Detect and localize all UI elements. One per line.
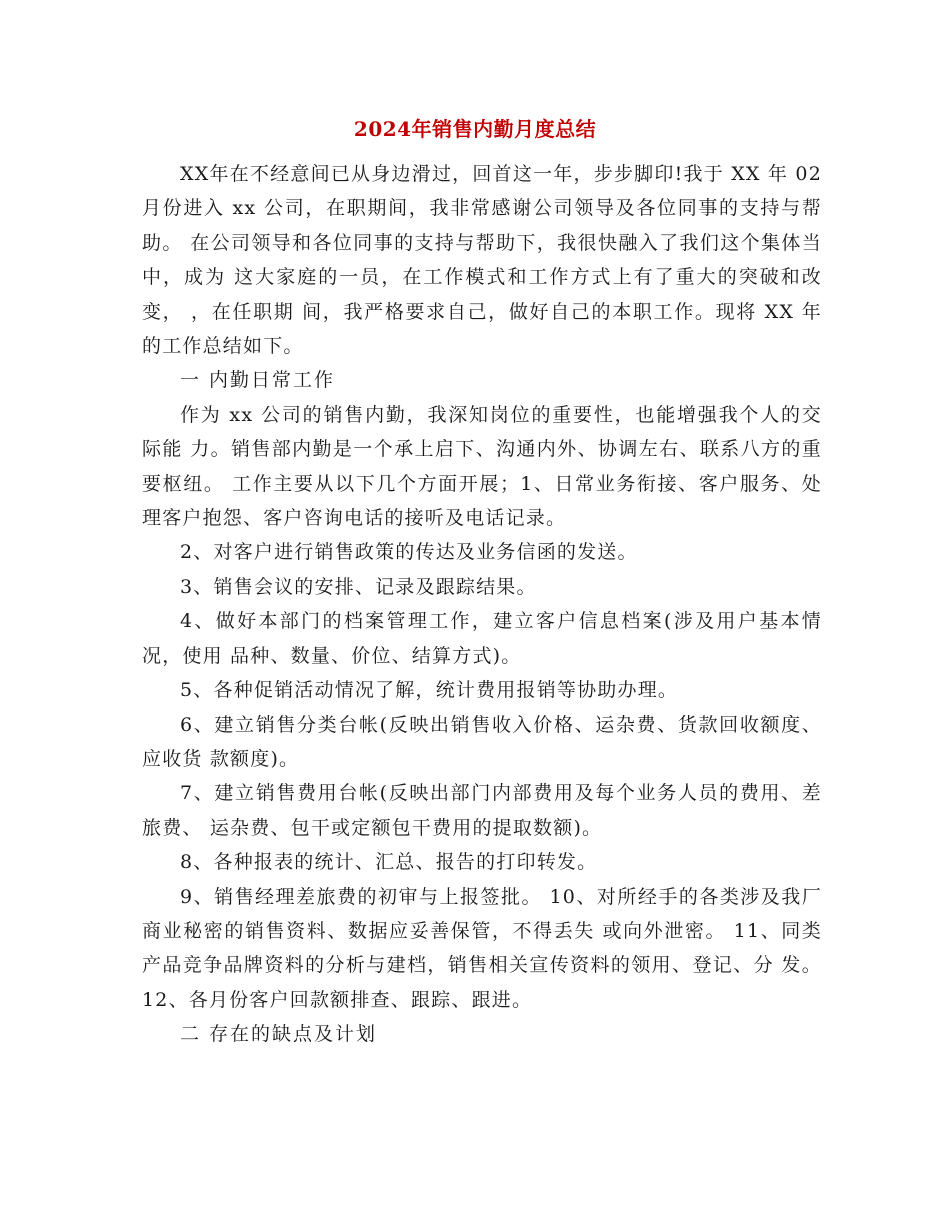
list-item-4: 4、做好本部门的档案管理工作，建立客户信息档案(涉及用户基本情况，使用 品种、数量、价位、结算方式)。 [142, 610, 822, 667]
list-item-6: 6、建立销售分类台帐(反映出销售收入价格、运杂费、货款回收额度、应收货 款额度)。 [142, 713, 822, 770]
list-item-3: 3、销售会议的安排、记录及跟踪结果。 [180, 575, 537, 598]
section-heading-daily-work: 一 内勤日常工作 [180, 369, 336, 392]
list-item-7: 7、建立销售费用台帐(反映出部门内部费用及每个业务人员的费用、差旅费、 运杂费、包干或定额包干费用的提取数额)。 [142, 782, 822, 839]
list-item-9-12: 9、销售经理差旅费的初审与上报签批。 10、对所经手的各类涉及我厂商业秘密的销售资料、数据应妥善保管，不得丢失 或向外泄密。 11、同类产品竞争品牌资料的分析与建档，销售相关宣传资料的领用、登记、分 发。 12、各月份客户回款额排查、跟踪、跟进。 [142, 885, 822, 1011]
paragraph-intro: XX年在不经意间已从身边滑过，回首这一年，步步脚印!我于 XX 年 02 月份进入 xx 公司，在职期间，我非常感谢公司领导及各位同事的支持与帮助。 在公司领导和各位同事的支持与帮助下，我很快融入了我们这个集体当中，成为 这大家庭的一员，在工作模式和工作方式上有了重大的突破和改变， ，在任职期 间，我严格要求自己，做好自己的本职工作。现将 XX 年的工作总结如下。 [142, 163, 822, 358]
list-item-8: 8、各种报表的统计、汇总、报告的打印转发。 [180, 851, 598, 874]
list-item-5: 5、各种促销活动情况了解，统计费用报销等协助办理。 [180, 679, 679, 702]
list-item-2: 2、对客户进行销售政策的传达及业务信函的发送。 [180, 541, 638, 564]
paragraph-daily-work: 作为 xx 公司的销售内勤，我深知岗位的重要性，也能增强我个人的交际能 力。销售部内勤是一个承上启下、沟通内外、协调左右、联系八方的重要枢纽。 工作主要从以下几个方面开展；1、日常业务衔接、客户服务、处理客户抱怨、客户咨询电话的接听及电话记录。 [142, 403, 822, 530]
document-body [142, 157, 822, 1052]
section-heading-shortcomings: 二 存在的缺点及计划 [180, 1023, 378, 1046]
document-title: 2024年销售内勤月度总结 [353, 117, 597, 141]
